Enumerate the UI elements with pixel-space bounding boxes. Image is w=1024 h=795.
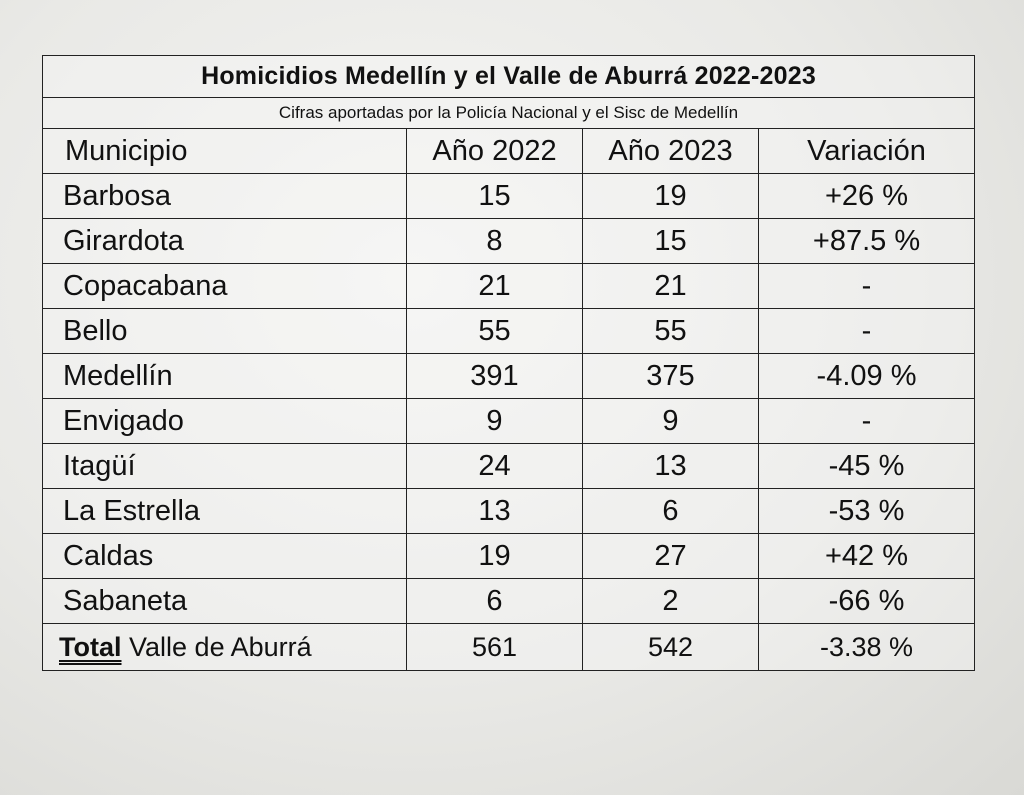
cell-variacion: - [759,309,975,354]
cell-2023: 375 [583,354,759,399]
homicide-table-sheet [42,55,974,679]
cell-municipio: La Estrella [43,489,407,534]
total-variacion: -3.38 % [759,624,975,671]
table-row [43,444,975,489]
table-row [43,264,975,309]
cell-2023: 19 [583,174,759,219]
table-subtitle: Cifras aportadas por la Policía Nacional y el Sisc de Medellín [43,98,975,129]
header-year-2022: Año 2022 [407,129,583,174]
cell-2022: 8 [407,219,583,264]
cell-municipio: Barbosa [43,174,407,219]
cell-variacion: -66 % [759,579,975,624]
homicide-table [42,55,975,671]
total-label-cell [43,624,407,671]
table-row [43,354,975,399]
cell-2022: 24 [407,444,583,489]
table-row [43,489,975,534]
cell-variacion: +87.5 % [759,219,975,264]
title-row [43,56,975,98]
total-row [43,624,975,671]
table-row [43,534,975,579]
header-year-2023: Año 2023 [583,129,759,174]
total-2022: 561 [407,624,583,671]
total-2023: 542 [583,624,759,671]
cell-variacion: - [759,264,975,309]
table-row [43,399,975,444]
cell-variacion: +26 % [759,174,975,219]
cell-municipio: Girardota [43,219,407,264]
header-row [43,129,975,174]
total-label-strong: Total [59,631,122,662]
cell-2023: 13 [583,444,759,489]
cell-2022: 6 [407,579,583,624]
cell-municipio: Caldas [43,534,407,579]
cell-municipio: Copacabana [43,264,407,309]
total-label-rest: Valle de Aburrá [129,631,312,662]
cell-2023: 15 [583,219,759,264]
cell-municipio: Sabaneta [43,579,407,624]
subtitle-row [43,98,975,129]
cell-2022: 19 [407,534,583,579]
cell-2023: 6 [583,489,759,534]
table-title: Homicidios Medellín y el Valle de Aburrá 2022-2023 [43,56,975,98]
cell-2022: 21 [407,264,583,309]
cell-variacion: +42 % [759,534,975,579]
cell-2022: 9 [407,399,583,444]
cell-variacion: -53 % [759,489,975,534]
cell-2023: 27 [583,534,759,579]
cell-municipio: Itagüí [43,444,407,489]
cell-2023: 21 [583,264,759,309]
cell-2023: 2 [583,579,759,624]
cell-variacion: -45 % [759,444,975,489]
cell-municipio: Medellín [43,354,407,399]
cell-2022: 55 [407,309,583,354]
cell-municipio: Envigado [43,399,407,444]
header-municipio: Municipio [43,129,407,174]
cell-variacion: - [759,399,975,444]
cell-2023: 55 [583,309,759,354]
cell-municipio: Bello [43,309,407,354]
cell-2022: 391 [407,354,583,399]
header-variacion: Variación [759,129,975,174]
cell-2022: 15 [407,174,583,219]
table-row [43,174,975,219]
cell-2022: 13 [407,489,583,534]
cell-variacion: -4.09 % [759,354,975,399]
cell-2023: 9 [583,399,759,444]
table-row [43,579,975,624]
table-row [43,309,975,354]
table-row [43,219,975,264]
